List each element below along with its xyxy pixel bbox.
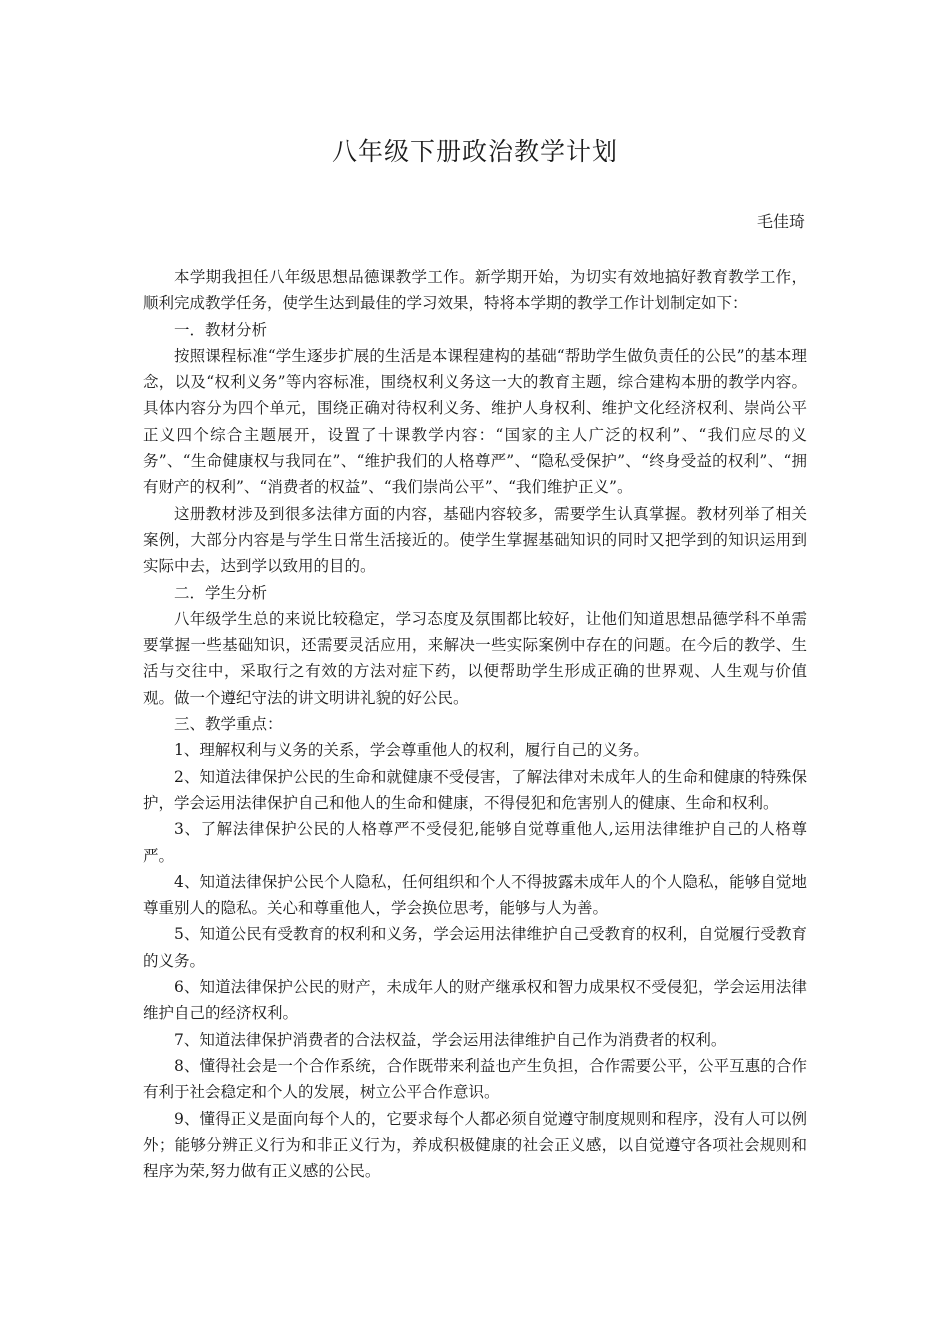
section-heading-teaching-focus: 三、教学重点：: [174, 715, 283, 734]
focus-item: 8、懂得社会是一个合作系统，合作既带来利益也产生负担，合作需要公平，公平互惠的合作有利于社会稳定和个人的发展，树立公平合作意识。: [143, 1056, 807, 1102]
focus-item: 2、知道法律保护公民的生命和就健康不受侵害，了解法律对未成年人的生命和健康的特殊保护，学会运用法律保护自己和他人的生命和健康，不得侵犯和危害别人的健康、生命和权利。: [143, 767, 807, 812]
focus-item: 1、理解权利与义务的关系，学会尊重他人的权利，履行自己的义务。: [174, 741, 649, 760]
textbook-analysis-paragraph: 按照课程标准“学生逐步扩展的生活是本课程建构的基础“帮助学生做负责任的公民”的基本理念，以及“权利义务”等内容标准，围绕权利义务这一大的教育主题，综合建构本册的教学内容。具体内容分为四个单元，围绕正确对待权利义务、维护人身权利、维护文化经济权利、崇尚公平正义四个综合主题展开，设置了十课教学内容：“国家的主人广泛的权利”、“我们应尽的义务”、“生命健康权与我同在”、“维护我们的人格尊严”、“隐私受保护”、“终身受益的权利”、“拥有财产的权利”、“消费者的权益”、“我们崇尚公平”、“我们维护正义”。: [143, 346, 807, 497]
focus-item: 9、懂得正义是面向每个人的，它要求每个人都必须自觉遵守制度规则和程序，没有人可以例外；能够分辨正义行为和非正义行为，养成积极健康的社会正义感，以自觉遵守各项社会规则和程序为荣,努力做有正义感的公民。: [143, 1109, 807, 1181]
student-analysis-paragraph: 八年级学生总的来说比较稳定，学习态度及氛围都比较好，让他们知道思想品德学科不单需要掌握一些基础知识，还需要灵活应用，来解决一些实际案例中存在的问题。在今后的教学、生活与交往中，采取行之有效的方法对症下药，以便帮助学生形成正确的世界观、人生观与价值观。做一个遵纪守法的讲文明讲礼貌的好公民。: [143, 609, 807, 707]
section-heading-textbook-analysis: 一．教材分析: [174, 320, 268, 339]
focus-item: 5、知道公民有受教育的权利和义务，学会运用法律维护自己受教育的权利，自觉履行受教育的义务。: [143, 925, 807, 970]
focus-item: 4、知道法律保护公民个人隐私，任何组织和个人不得披露未成年人的个人隐私，能够自觉地尊重别人的隐私。关心和尊重他人，学会换位思考，能够与人为善。: [143, 872, 807, 918]
focus-item: 3、了解法律保护公民的人格尊严不受侵犯,能够自觉尊重他人,运用法律维护自己的人格尊严。: [143, 820, 807, 865]
section-heading-student-analysis: 二．学生分析: [174, 583, 268, 602]
author-name: 毛佳琦: [756, 212, 805, 231]
textbook-analysis-paragraph: 这册教材涉及到很多法律方面的内容，基础内容较多，需要学生认真掌握。教材列举了相关案例，大部分内容是与学生日常生活接近的。使学生掌握基础知识的同时又把学到的知识运用到实际中去，达到学以致用的目的。: [143, 504, 807, 576]
focus-item: 7、知道法律保护消费者的合法权益，学会运用法律维护自己作为消费者的权利。: [174, 1030, 727, 1049]
document-body: [143, 264, 807, 1184]
page-title: 八年级下册政治教学计划: [331, 137, 618, 166]
intro-paragraph: 本学期我担任八年级思想品德课教学工作。新学期开始，为切实有效地搞好教育教学工作，顺利完成教学任务，使学生达到最佳的学习效果，特将本学期的教学工作计划制定如下：: [143, 268, 807, 313]
focus-item: 6、知道法律保护公民的财产，未成年人的财产继承权和智力成果权不受侵犯，学会运用法律维护自己的经济权利。: [143, 978, 807, 1023]
